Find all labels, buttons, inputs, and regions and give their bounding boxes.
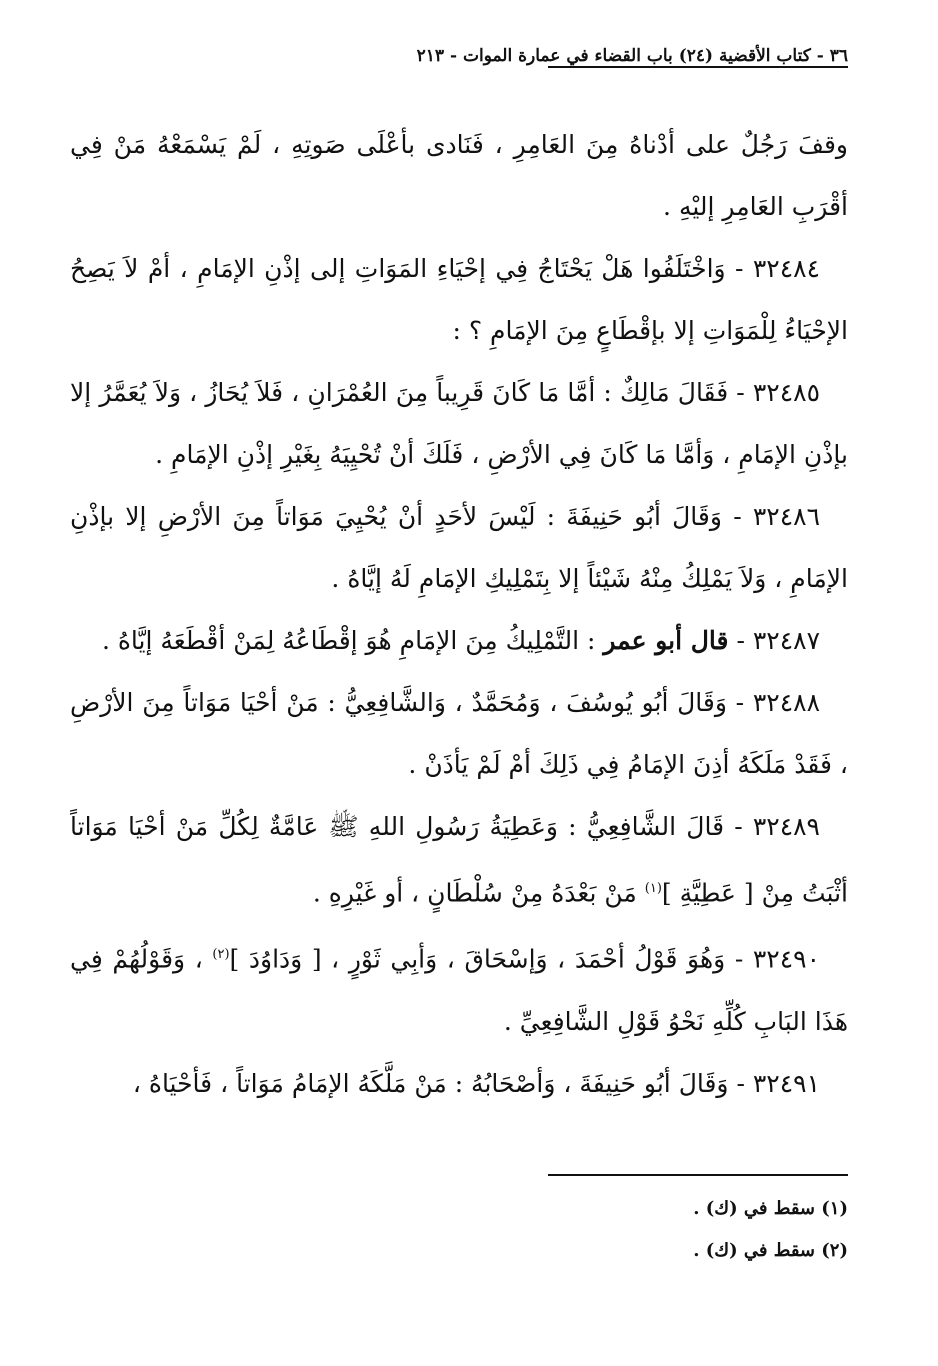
paragraph-text: فَقَالَ مَالِكٌ : أمَّا مَا كَانَ قَرِيباً مِنَ العُمْرَانِ ، فَلاَ يُحَازُ ، وَلاَ يُعَمَّرُ إلا بإذْنِ الإمَامِ ، وَأمَّا مَا كَانَ فِي الأرْضِ ، فَلَكَ أنْ تُحْيِيَهُ بِغَيْرِ إذْنِ الإمَامِ . bbox=[70, 378, 848, 469]
paragraph-text: وَقَالَ أبُو حَنِيفَةَ : لَيْسَ لأحَدٍ أنْ يُحْيِيَ مَوَاتاً مِنَ الأرْضِ إلا بإذْنِ الإمَامِ ، وَلاَ يَمْلِكُ مِنْهُ شَيْئاً إلا بِتَمْلِيكِ الإمَامِ لَهُ إيَّاهُ . bbox=[70, 502, 848, 593]
paragraph-text: وَهُوَ قَوْلُ أحْمَدَ ، وَإسْحَاقَ ، وَأبِي ثَوْرٍ ، [ وَدَاوُدَ ] bbox=[229, 944, 726, 974]
paragraph-32490 bbox=[70, 924, 848, 1052]
paragraph-number: ٣٢٤٩١ - bbox=[736, 1068, 820, 1098]
footnote-2: (٢) سقط في (ك) . bbox=[693, 1240, 848, 1261]
paragraph-number: ٣٢٤٨٤ - bbox=[735, 254, 820, 283]
main-text bbox=[70, 114, 848, 1115]
paragraph-32491 bbox=[70, 1053, 848, 1115]
paragraph-text: : التَّمْلِيكُ مِنَ الإمَامِ هُوَ إقْطَاعُهُ لِمَنْ أقْطَعَهُ إيَّاهُ . bbox=[101, 626, 596, 655]
paragraph-number: ٣٢٤٩٠ - bbox=[734, 944, 821, 974]
footnote-marker: (١) bbox=[644, 881, 662, 896]
running-header: ٣٦ - كتاب الأقضية (٢٤) باب القضاء في عمارة الموات - ٢١٣ bbox=[416, 46, 848, 66]
paragraph-text-after: مَنْ بَعْدَهُ مِنْ سُلْطَانٍ ، أو غَيْرِهِ . bbox=[312, 878, 637, 908]
paragraph-32484 bbox=[70, 238, 848, 362]
paragraph-text: وَقَالَ أبُو حَنِيفَةَ ، وَأصْحَابُهُ : مَنْ مَلَّكَهُ الإمَامُ مَوَاتاً ، فَأحْيَاهُ ، bbox=[132, 1068, 729, 1098]
paragraph-32485 bbox=[70, 362, 848, 486]
header-rule bbox=[548, 66, 848, 68]
paragraph-text: قَالَ الشَّافِعِيُّ : وَعَطِيَةُ رَسُولِ اللهِ ﷺ عَامَّةٌ لِكُلِّ مَنْ أحْيَا مَوَاتاً أثْبَتُ مِنْ [ عَطِيَّةِ ] bbox=[70, 812, 848, 908]
paragraph-text: وَاخْتَلَفُوا هَلْ يَحْتَاجُ فِي إحْيَاءِ المَوَاتِ إلى إذْنِ الإمَامِ ، أمْ لاَ يَصِحُ الإحْيَاءُ لِلْمَوَاتِ إلا بإقْطَاعٍ مِنَ الإمَامِ ؟ : bbox=[70, 254, 848, 345]
paragraph-number: ٣٢٤٨٦ - bbox=[733, 502, 820, 531]
paragraph-32488 bbox=[70, 672, 848, 796]
paragraph-text-after: ، وَقَوْلُهُمْ فِي هَذَا البَابِ كُلِّهِ نَحْوُ قَوْلِ الشَّافِعِيِّ . bbox=[70, 944, 848, 1036]
paragraph-32489 bbox=[70, 796, 848, 924]
paragraph-number: ٣٢٤٨٨ - bbox=[735, 688, 820, 717]
paragraph-32487 bbox=[70, 610, 848, 672]
paragraph-number: ٣٢٤٨٥ - bbox=[736, 378, 820, 407]
footnote-1: (١) سقط في (ك) . bbox=[693, 1198, 848, 1219]
paragraph-text: وقفَ رَجُلٌ على أدْناهُ مِنَ العَامِرِ ، فَنَادى بأعْلَى صَوتِهِ ، لَمْ يَسْمَعْهُ مَنْ فِي أقْرَبِ العَامِرِ إليْهِ . bbox=[70, 130, 848, 221]
paragraph-text: وَقَالَ أبُو يُوسُفَ ، وَمُحَمَّدٌ ، وَالشَّافِعِيُّ : مَنْ أحْيَا مَوَاتاً مِنَ الأرْضِ ، فَقَدْ مَلَكَهُ أذِنَ الإمَامُ فِي ذَلِكَ أمْ لَمْ يَأذَنْ . bbox=[70, 688, 848, 779]
paragraph-number: ٣٢٤٨٧ - bbox=[736, 626, 820, 655]
paragraph-number: ٣٢٤٨٩ - bbox=[734, 812, 820, 841]
footnote-rule bbox=[548, 1174, 848, 1176]
paragraph-bold-lead: قال أبو عمر bbox=[603, 626, 729, 655]
paragraph-32486 bbox=[70, 486, 848, 610]
page-header bbox=[70, 40, 848, 80]
footnote-marker: (٢) bbox=[212, 947, 230, 963]
paragraph-continuation bbox=[70, 114, 848, 238]
footnotes bbox=[70, 1188, 848, 1272]
